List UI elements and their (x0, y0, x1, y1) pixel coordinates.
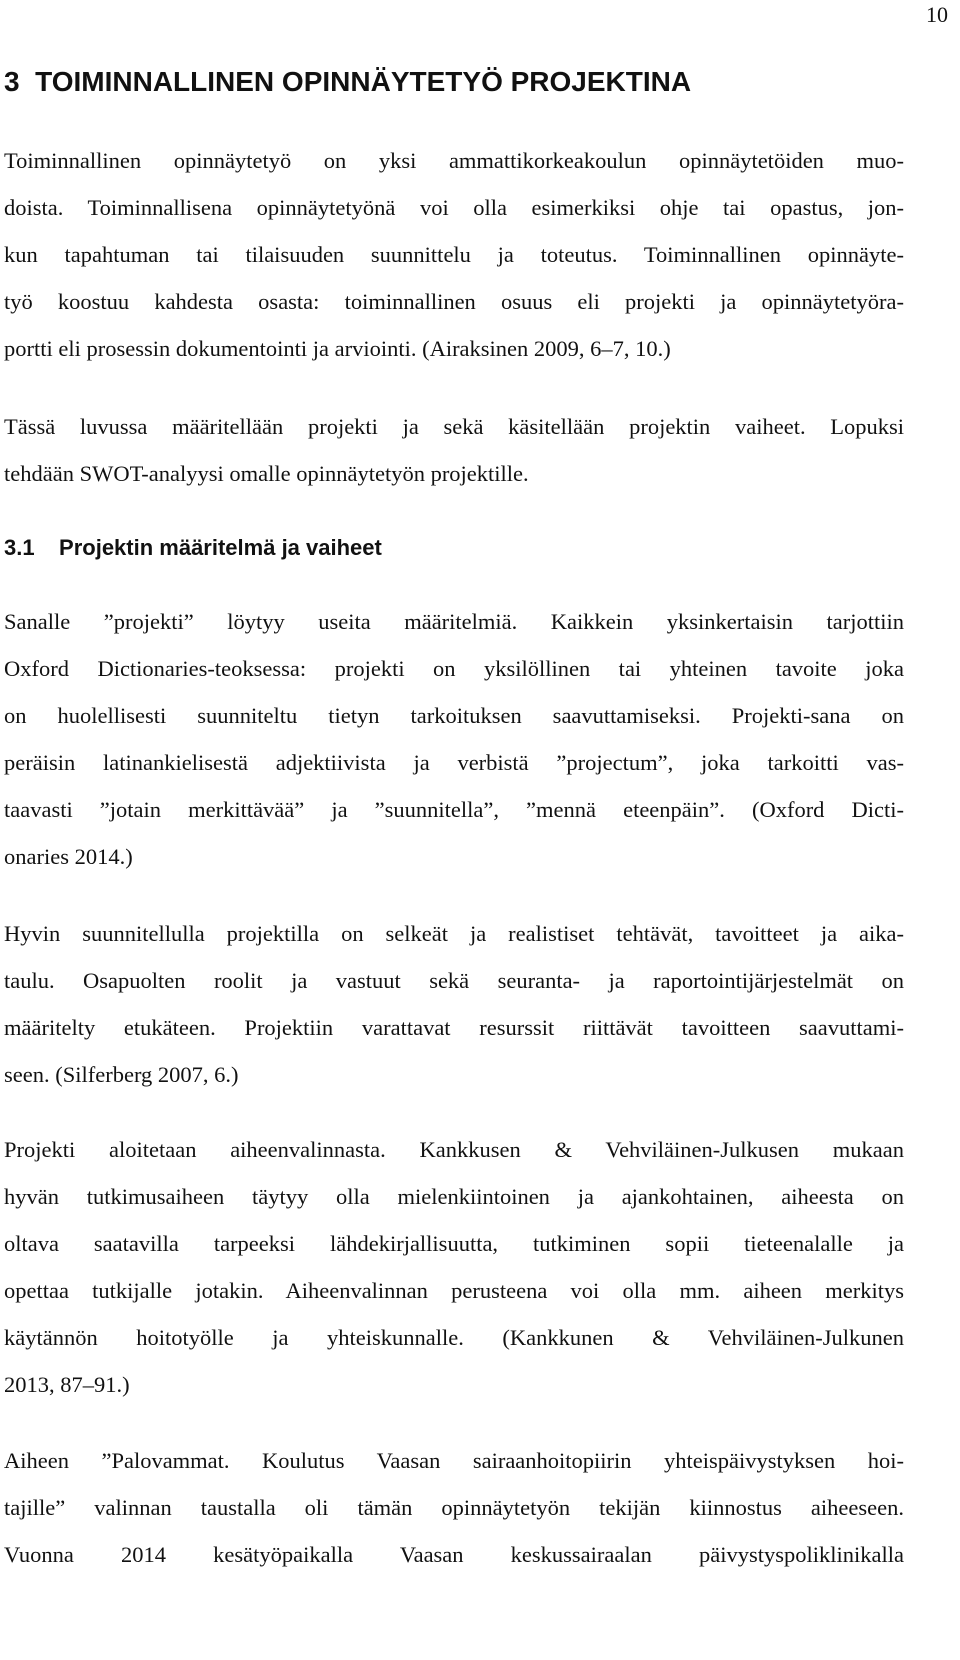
paragraph-topic-selection (4, 1126, 904, 1408)
paragraph-definition (4, 598, 904, 880)
page-number: 10 (926, 2, 948, 27)
text-line: Tässä luvussa määritellään projekti ja sekä käsitellään projektin vaiheet. Lopuksi (4, 414, 904, 439)
text-line: Vuonna 2014 kesätyöpaikalla Vaasan keskussairaalan päivystyspoliklinikalla (4, 1542, 904, 1567)
text-line: Projekti aloitetaan aiheenvalinnasta. Kankkusen & Vehviläinen-Julkusen mukaan (4, 1137, 904, 1162)
text-line: käytännön hoitotyölle ja yhteiskunnalle. (Kankkunen & Vehviläinen-Julkunen (4, 1325, 904, 1350)
section-title: 3.1 Projektin määritelmä ja vaiheet (4, 535, 382, 560)
paragraph-intro (4, 137, 904, 372)
text-line: taavasti ”jotain merkittävää” ja ”suunnitella”, ”mennä eteenpäin”. (Oxford Dicti- (4, 797, 904, 822)
text-line: peräisin latinankielisestä adjektiivista ja verbistä ”projectum”, joka tarkoitti vas- (4, 750, 904, 775)
chapter-title: 3 TOIMINNALLINEN OPINNÄYTETYÖ PROJEKTINA (4, 66, 692, 97)
text-line: tajille” valinnan taustalla oli tämän opinnäytetyön tekijän kiinnostus aiheeseen. (4, 1495, 904, 1520)
text-line: taulu. Osapuolten roolit ja vastuut sekä seuranta- ja raportointijärjestelmät on (4, 968, 904, 993)
paragraph-topic-background (4, 1437, 904, 1578)
text-line: Sanalle ”projekti” löytyy useita määritelmiä. Kaikkein yksinkertaisin tarjottiin (4, 609, 904, 634)
text-line: 2013, 87–91.) (4, 1372, 130, 1397)
text-line: on huolellisesti suunniteltu tietyn tarkoituksen saavuttamiseksi. Projekti-sana on (4, 703, 904, 728)
text-line: opettaa tutkijalle jotakin. Aiheenvalinnan perusteena voi olla mm. aiheen merkitys (4, 1278, 904, 1303)
paragraph-planning (4, 910, 904, 1098)
paragraph-chapter-overview (4, 403, 904, 497)
text-line: määritelty etukäteen. Projektiin varattavat resurssit riittävät tavoitteen saavuttami- (4, 1015, 904, 1040)
text-line: työ koostuu kahdesta osasta: toiminnallinen osuus eli projekti ja opinnäytetyöra- (4, 289, 904, 314)
text-line: Aiheen ”Palovammat. Koulutus Vaasan sairaanhoitopiirin yhteispäivystyksen hoi- (4, 1448, 904, 1473)
text-line: onaries 2014.) (4, 844, 133, 869)
text-line: tehdään SWOT-analyysi omalle opinnäytetyön projektille. (4, 461, 529, 486)
text-line: kun tapahtuman tai tilaisuuden suunnittelu ja toteutus. Toiminnallinen opinnäyte- (4, 242, 904, 267)
text-line: Toiminnallinen opinnäytetyö on yksi ammattikorkeakoulun opinnäytetöiden muo- (4, 148, 904, 173)
text-line: Hyvin suunnitellulla projektilla on selkeät ja realistiset tehtävät, tavoitteet ja aika- (4, 921, 904, 946)
text-line: doista. Toiminnallisena opinnäytetyönä voi olla esimerkiksi ohje tai opastus, jon- (4, 195, 904, 220)
text-line: hyvän tutkimusaiheen täytyy olla mielenkiintoinen ja ajankohtainen, aiheesta on (4, 1184, 904, 1209)
text-line: seen. (Silferberg 2007, 6.) (4, 1062, 239, 1087)
text-line: portti eli prosessin dokumentointi ja arviointi. (Airaksinen 2009, 6–7, 10.) (4, 336, 671, 361)
text-line: oltava saatavilla tarpeeksi lähdekirjallisuutta, tutkiminen sopii tieteenalalle ja (4, 1231, 904, 1256)
text-line: Oxford Dictionaries-teoksessa: projekti on yksilöllinen tai yhteinen tavoite joka (4, 656, 904, 681)
